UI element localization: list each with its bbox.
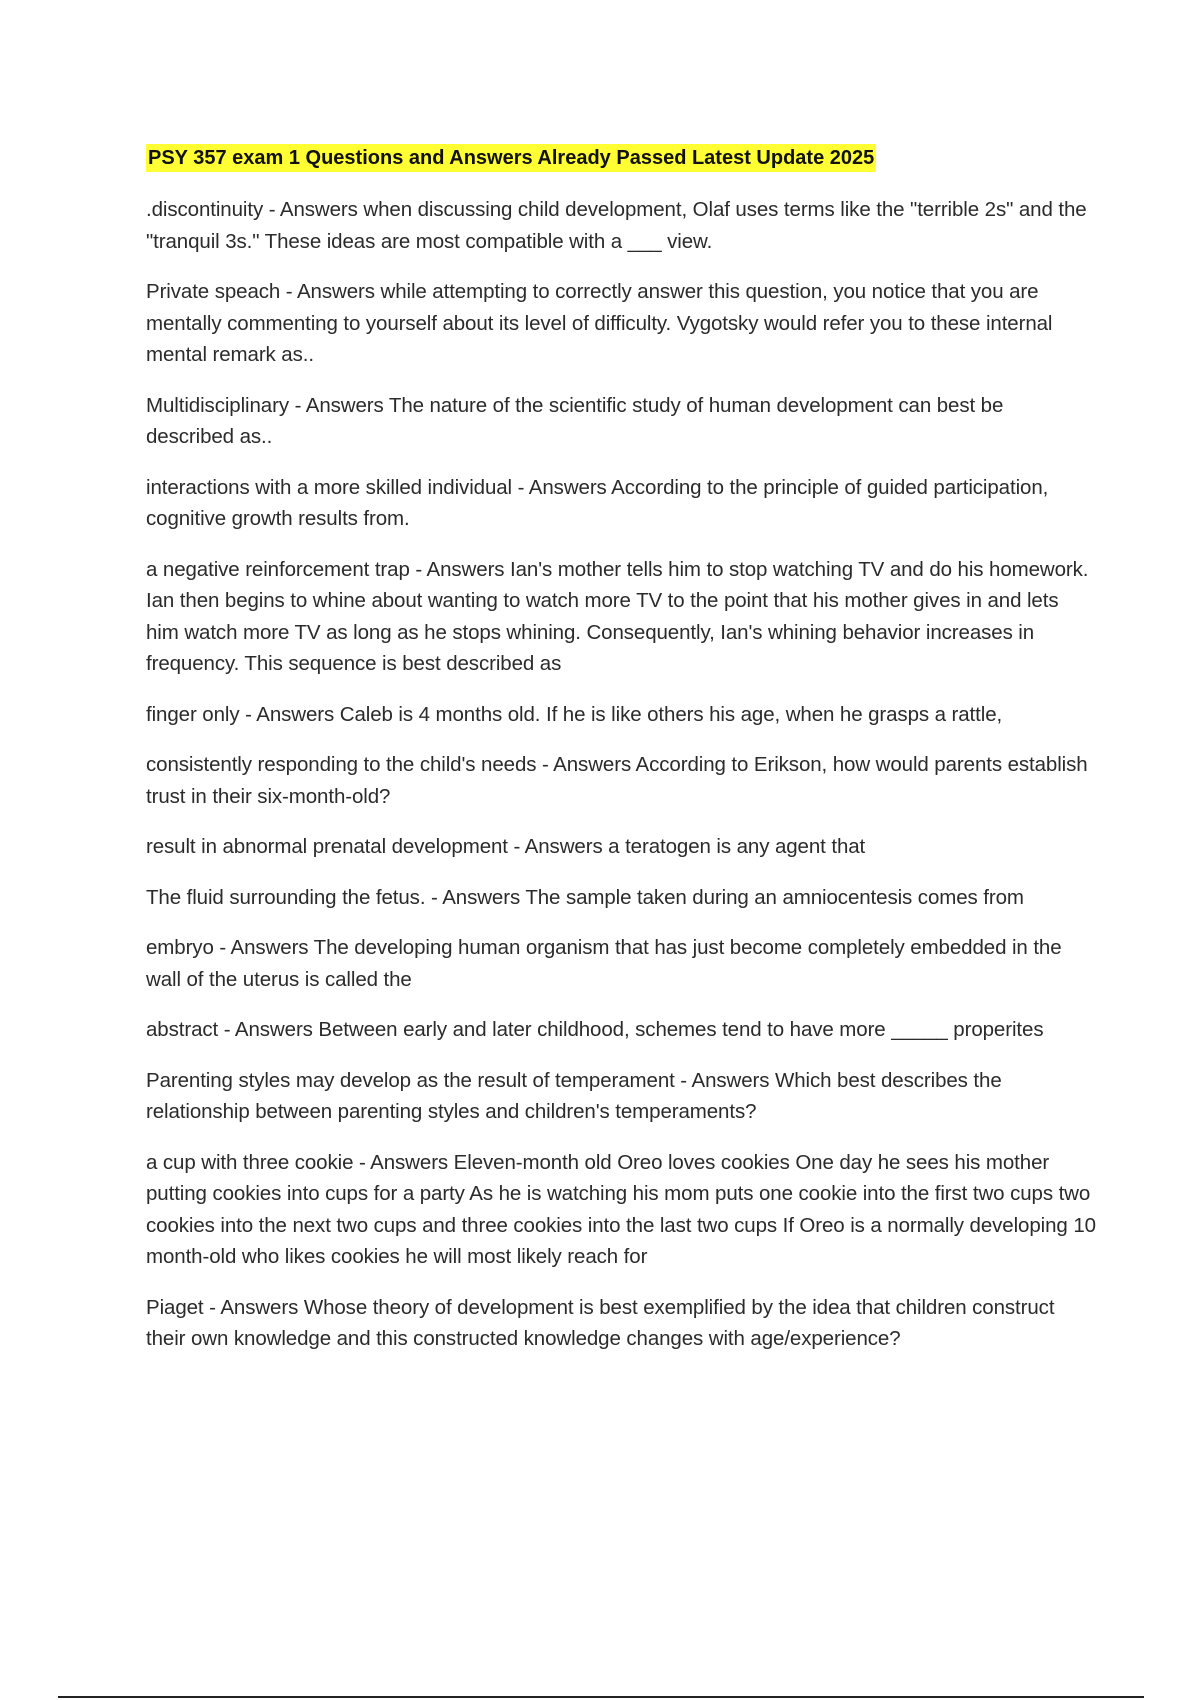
qa-item-9: The fluid surrounding the fetus. - Answers The sample taken during an amniocentesis comes from [146,885,1024,909]
qa-item-7: consistently responding to the child's needs - Answers According to Erikson, how would parents establish trust in their six-month-old? [146,753,1088,808]
qa-item-4: interactions with a more skilled individual - Answers According to the principle of guided participation, cognitive growth results from. [146,475,1049,530]
qa-item-3: Multidisciplinary - Answers The nature of the scientific study of human development can best be described as.. [146,393,1004,448]
qa-item-11: abstract - Answers Between early and later childhood, schemes tend to have more _____ properites [146,1018,1044,1041]
footer-divider [58,1696,1144,1698]
qa-item-14: Piaget - Answers Whose theory of development is best exemplified by the idea that children construct their own knowledge and this constructed knowledge changes with age/experience? [146,1295,1055,1350]
document-title: PSY 357 exam 1 Questions and Answers Already Passed Latest Update 2025 [146,144,876,172]
qa-item-12: Parenting styles may develop as the result of temperament - Answers Which best describes the relationship between parenting styles and children's temperaments? [146,1068,1002,1123]
qa-item-6: finger only - Answers Caleb is 4 months old. If he is like others his age, when he grasps a rattle, [146,702,1003,726]
document-body [146,144,1096,1374]
qa-item-5: a negative reinforcement trap - Answers Ian's mother tells him to stop watching TV and do his homework. Ian then begins to whine about wanting to watch more TV to the point that his mother gives in and lets him watch more TV as long as he stops whining. Consequently, Ian's whining behavior increases in frequency. This sequence is best described as [146,557,1089,675]
qa-item-1: .discontinuity - Answers when discussing child development, Olaf uses terms like the "terrible 2s" and the "tranquil 3s." These ideas are most compatible with a ___ view. [146,198,1087,253]
qa-item-10: embryo - Answers The developing human organism that has just become completely embedded in the wall of the uterus is called the [146,936,1062,991]
qa-item-13: a cup with three cookie - Answers Eleven-month old Oreo loves cookies One day he sees his mother putting cookies into cups for a party As he is watching his mom puts one cookie into the first two cups two cookies into the next two cups and three cookies into the last two cups If Oreo is a normally developing 10 month-old who likes cookies he will most likely reach for [146,1150,1096,1268]
qa-item-8: result in abnormal prenatal development - Answers a teratogen is any agent that [146,835,866,858]
qa-item-2: Private speach - Answers while attempting to correctly answer this question, you notice that you are mentally commenting to yourself about its level of difficulty. Vygotsky would refer you to these internal mental remark as.. [146,280,1053,366]
